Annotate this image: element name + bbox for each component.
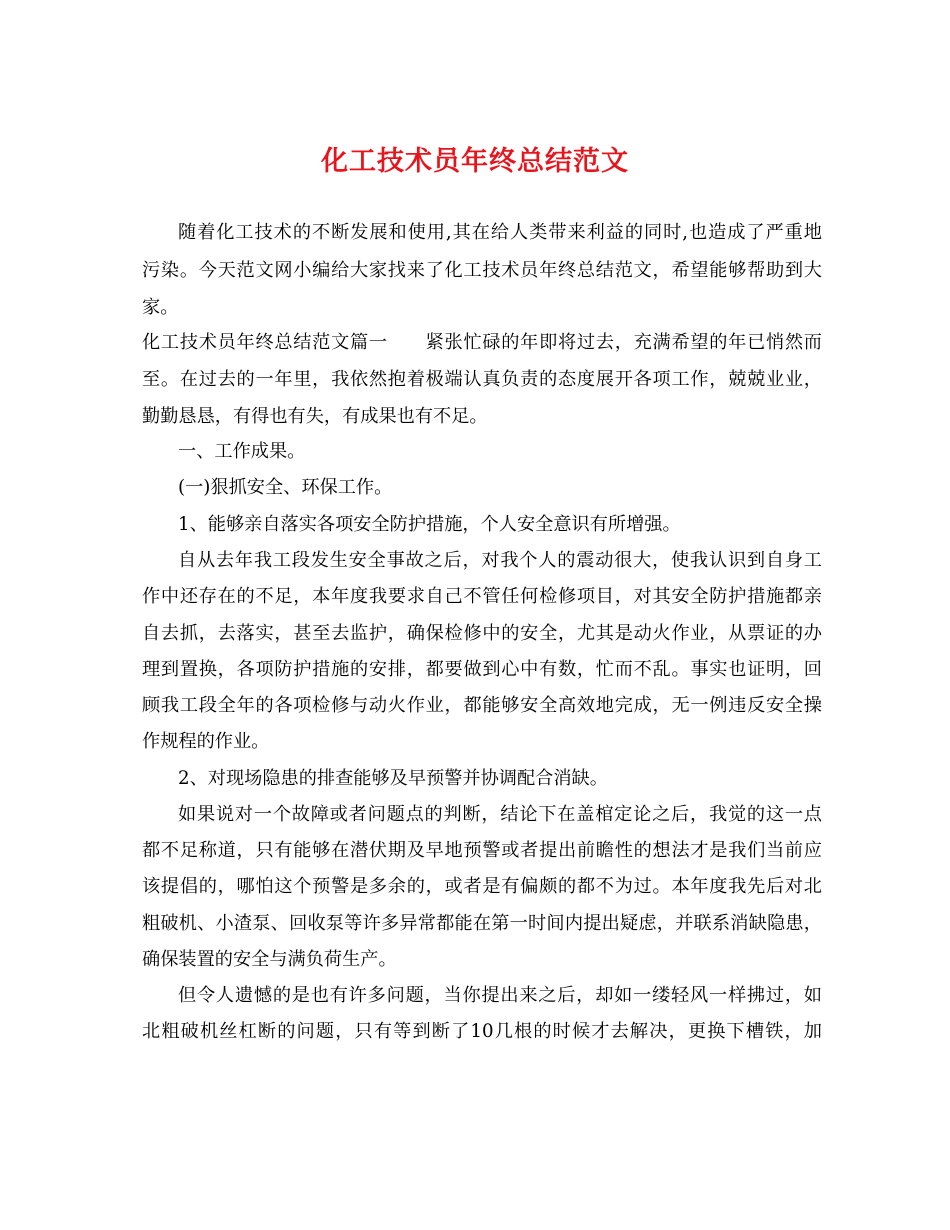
- body-line: 理到置换，各项防护措施的安排，都要做到心中有数，忙而不乱。事实也证明，回: [142, 659, 822, 680]
- body-line: 家。: [142, 297, 179, 318]
- body-line: 如果说对一个故障或者问题点的判断，结论下在盖棺定论之后，我觉的这一点: [178, 804, 822, 825]
- body-line: 1、能够亲自落实各项安全防护措施，个人安全意识有所增强。: [178, 514, 681, 535]
- body-line: 粗破机、小渣泵、回收泵等许多异常都能在第一时间内提出疑虑，并联系消缺隐患，: [142, 913, 822, 934]
- body-line: 勤勤恳恳，有得也有失，有成果也有不足。: [142, 406, 488, 427]
- body-line: (一)狠抓安全、环保工作。: [178, 477, 393, 498]
- body-line: 确保装置的安全与满负荷生产。: [142, 949, 397, 970]
- body-line: 顾我工段全年的各项检修与动火作业，都能够安全高效地完成，无一例违反安全操: [142, 695, 822, 716]
- document-title: 化工技术员年终总结范文: [321, 146, 629, 177]
- body-line: 该提倡的，哪怕这个预警是多余的，或者是有偏颇的都不为过。本年度我先后对北: [142, 876, 822, 897]
- body-line: 自去抓，去落实，甚至去监护，确保检修中的安全，尤其是动火作业，从票证的办: [142, 623, 822, 644]
- body-line: 但令人遗憾的是也有许多问题，当你提出来之后，却如一缕轻风一样拂过，如: [178, 985, 822, 1006]
- body-line: 随着化工技术的不断发展和使用,其在给人类带来利益的同时,也造成了严重地: [178, 222, 822, 243]
- body-line: 污染。今天范文网小编给大家找来了化工技术员年终总结范文，希望能够帮助到大: [142, 260, 822, 281]
- body-line: 北粗破机丝杠断的问题，只有等到断了10几根的时候才去解决，更换下槽铁，加: [142, 1021, 822, 1042]
- body-line: 化工技术员年终总结范文篇一 紧张忙碌的年即将过去，充满希望的年已悄然而: [142, 332, 822, 353]
- body-line: 作中还存在的不足，本年度我要求自己不管任何检修项目，对其安全防护措施都亲: [142, 586, 822, 607]
- body-line: 一、工作成果。: [178, 441, 306, 462]
- body-line: 自从去年我工段发生安全事故之后，对我个人的震动很大，使我认识到自身工: [178, 550, 822, 571]
- body-line: 作规程的作业。: [142, 731, 270, 752]
- body-line: 都不足称道，只有能够在潜伏期及早地预警或者提出前瞻性的想法才是我们当前应: [142, 840, 822, 861]
- body-line: 至。在过去的一年里，我依然抱着极端认真负责的态度展开各项工作，兢兢业业，: [142, 369, 822, 390]
- body-line: 2、对现场隐患的排查能够及早预警并协调配合消缺。: [178, 768, 608, 789]
